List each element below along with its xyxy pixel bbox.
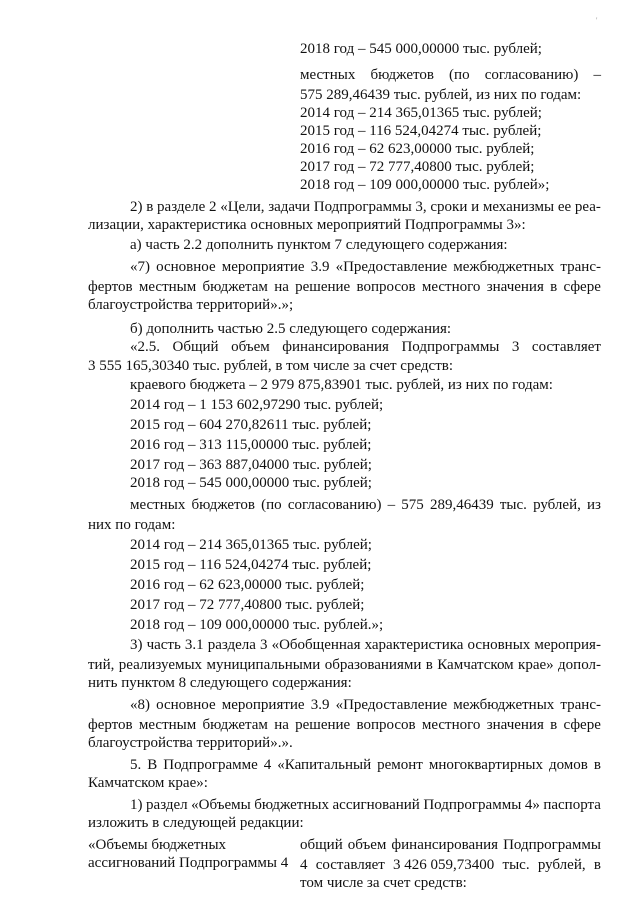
- word: бюджетных: [254, 797, 329, 813]
- word: в: [593, 857, 601, 873]
- word: ремонт: [377, 757, 423, 773]
- text-line: изложить в следующей редакции:: [88, 815, 304, 831]
- word: межбюджетных: [453, 259, 555, 275]
- word: Подпрограмме: [163, 757, 258, 773]
- word: вопросов: [356, 717, 416, 733]
- word: 1): [130, 797, 143, 813]
- text-line: том числе за счет средств:: [300, 875, 467, 891]
- word: крае»: [518, 657, 554, 673]
- word: основное: [156, 259, 216, 275]
- word: мероприятие: [221, 259, 305, 275]
- word: «8): [130, 697, 150, 713]
- word: «Обобщенная: [271, 637, 361, 653]
- word: 4»: [524, 797, 540, 813]
- word: 2: [209, 199, 217, 215]
- text-line: 2017 год – 72 777,40800 тыс. рублей;: [130, 597, 365, 613]
- word: из: [587, 497, 601, 513]
- word: «Объемы: [191, 797, 251, 813]
- word: вопросов: [356, 279, 416, 295]
- word: тыс.: [502, 857, 530, 873]
- text-line: б) дополнить частью 2.5 следующего содержания:: [130, 321, 452, 337]
- word: «Цели,: [220, 199, 265, 215]
- justified-line: [130, 338, 601, 357]
- word: сроки: [430, 199, 468, 215]
- text-line: 2018 год – 545 000,00000 тыс. рублей;: [300, 41, 542, 57]
- word: на: [274, 279, 289, 295]
- word: сфере: [563, 717, 601, 733]
- word: 3.9: [310, 697, 330, 713]
- text-line: 3 555 165,30340 тыс. рублей, в том числе за счет средств:: [88, 358, 454, 374]
- word: многоквартирных: [428, 757, 543, 773]
- word: основных: [467, 637, 531, 653]
- word: муниципальными: [206, 657, 321, 673]
- justified-line: [88, 278, 601, 297]
- word: раздела: [207, 637, 256, 653]
- text-line: 2014 год – 214 365,01365 тыс. рублей;: [300, 105, 542, 121]
- text-line: 2014 год – 214 365,01365 тыс. рублей;: [130, 537, 372, 553]
- word: 4: [300, 857, 308, 873]
- text-line: 2017 год – 72 777,40800 тыс. рублей;: [300, 159, 535, 175]
- word: ассигнований: [332, 797, 420, 813]
- text-line: 2016 год – 313 115,00000 тыс. рублей;: [130, 437, 372, 453]
- word: составляет: [315, 857, 385, 873]
- justified-line: [300, 836, 601, 855]
- word: местным: [138, 717, 197, 733]
- word: 5.: [130, 757, 142, 773]
- word: значения: [486, 717, 544, 733]
- text-line: лизации, характеристика основных мероприятий Подпрограммы 3»:: [88, 217, 526, 233]
- text-line: 2018 год – 109 000,00000 тыс. рублей»;: [300, 177, 550, 193]
- word: разделе: [157, 199, 206, 215]
- text-line: 2016 год – 62 623,00000 тыс. рублей;: [130, 577, 365, 593]
- word: финансирования: [282, 339, 389, 355]
- word: 3: [260, 637, 268, 653]
- word: объем: [347, 837, 387, 853]
- word: основное: [156, 697, 216, 713]
- word: в: [550, 279, 558, 295]
- justified-line: [130, 796, 601, 815]
- word: «2.5.: [130, 339, 160, 355]
- word: «Капитальный: [277, 757, 372, 773]
- word: в: [146, 199, 154, 215]
- text-line: 2017 год – 363 887,04000 тыс. рублей;: [130, 457, 372, 473]
- table-left-cell: «Объемы бюджетных: [88, 837, 227, 853]
- word: бюджетов: [191, 497, 255, 513]
- word: рублей,: [533, 497, 581, 513]
- word: Подпрограммы: [401, 339, 500, 355]
- word: согласованию): [484, 67, 579, 83]
- page-mark: ': [596, 16, 598, 25]
- text-line: 2015 год – 116 524,04274 тыс. рублей;: [130, 557, 372, 573]
- word: решение: [295, 279, 351, 295]
- word: задачи: [268, 199, 311, 215]
- word: 3: [511, 339, 520, 355]
- word: тыс.: [499, 497, 527, 513]
- word: Подпрограммы: [503, 837, 601, 853]
- word: Подпрограммы: [313, 199, 412, 215]
- word: –: [387, 497, 396, 513]
- word: рублей,: [537, 857, 586, 873]
- word: местным: [138, 279, 197, 295]
- word: ее: [557, 199, 572, 215]
- justified-line: [300, 66, 601, 85]
- word: бюджетов: [370, 67, 434, 83]
- word: согласованию): [287, 497, 382, 513]
- word: «Предоставление: [335, 697, 448, 713]
- word: механизмы: [482, 199, 555, 215]
- justified-line: [88, 716, 601, 735]
- word: мероприя-: [534, 637, 601, 653]
- word: решение: [295, 717, 351, 733]
- word: реализуемых: [118, 657, 203, 673]
- text-line: 2014 год – 1 153 602,97290 тыс. рублей;: [130, 397, 384, 413]
- text-line: 575 289,46439 тыс. рублей, из них по годам:: [300, 87, 582, 103]
- word: сфере: [563, 279, 601, 295]
- justified-line: [130, 496, 601, 515]
- justified-line: [130, 756, 601, 775]
- word: 3): [130, 637, 143, 653]
- word: составляет: [531, 339, 601, 355]
- word: Общий: [172, 339, 219, 355]
- word: общий: [300, 837, 343, 853]
- word: местного: [421, 279, 481, 295]
- text-line: благоустройства территорий».»;: [88, 297, 294, 313]
- justified-line: [88, 656, 601, 675]
- justified-line: [300, 856, 601, 875]
- word: 2): [130, 199, 143, 215]
- word: в: [425, 657, 433, 673]
- word: межбюджетных: [453, 697, 555, 713]
- word: местных: [130, 497, 186, 513]
- justified-line: [130, 636, 601, 655]
- word: часть: [146, 637, 181, 653]
- text-line: 2016 год – 62 623,00000 тыс. рублей;: [300, 141, 535, 157]
- text-line: них по годам:: [88, 517, 176, 533]
- word: Подпрограммы: [423, 797, 522, 813]
- word: фертов: [88, 279, 133, 295]
- text-line: 2018 год – 109 000,00000 тыс. рублей.»;: [130, 617, 384, 633]
- text-line: 2015 год – 116 524,04274 тыс. рублей;: [300, 123, 542, 139]
- word: образованиями: [324, 657, 422, 673]
- word: 4: [263, 757, 272, 773]
- text-line: нить пунктом 8 следующего содержания:: [88, 675, 352, 691]
- word: транс-: [560, 259, 601, 275]
- table-left-cell: ассигнований Подпрограммы 4: [88, 855, 289, 871]
- word: характеристика: [364, 637, 464, 653]
- word: «7): [130, 259, 150, 275]
- word: бюджетам: [202, 279, 268, 295]
- word: объем: [231, 339, 270, 355]
- word: значения: [486, 279, 544, 295]
- word: местных: [300, 67, 356, 83]
- text-line: 2015 год – 604 270,82611 тыс. рублей;: [130, 417, 372, 433]
- word: 3,: [415, 199, 427, 215]
- word: финансирования: [391, 837, 499, 853]
- word: 575: [401, 497, 424, 513]
- word: местного: [421, 717, 481, 733]
- word: В: [147, 757, 158, 773]
- word: бюджетам: [202, 717, 268, 733]
- justified-line: [130, 696, 601, 715]
- word: 3 426 059,73400: [393, 857, 495, 873]
- word: в: [593, 757, 601, 773]
- word: мероприятие: [221, 697, 305, 713]
- word: 3.1: [184, 637, 204, 653]
- justified-line: [130, 258, 601, 277]
- word: реа-: [574, 199, 601, 215]
- text-line: а) часть 2.2 дополнить пунктом 7 следующего содержания:: [130, 237, 508, 253]
- word: паспорта: [543, 797, 601, 813]
- word: Камчатском: [437, 657, 514, 673]
- word: на: [274, 717, 289, 733]
- text-line: краевого бюджета – 2 979 875,83901 тыс. рублей, из них по годам:: [130, 377, 553, 393]
- word: раздел: [146, 797, 188, 813]
- word: «Предоставление: [335, 259, 448, 275]
- word: 289,46439: [429, 497, 494, 513]
- word: в: [550, 717, 558, 733]
- word: (по: [261, 497, 282, 513]
- word: (по: [449, 67, 470, 83]
- word: допол-: [558, 657, 601, 673]
- text-line: 2018 год – 545 000,00000 тыс. рублей;: [130, 475, 372, 491]
- text-line: Камчатском крае»:: [88, 775, 208, 791]
- word: тий,: [88, 657, 115, 673]
- word: транс-: [560, 697, 601, 713]
- word: 3.9: [310, 259, 330, 275]
- word: домов: [548, 757, 588, 773]
- justified-line: [130, 198, 601, 217]
- word: –: [593, 67, 601, 83]
- word: фертов: [88, 717, 133, 733]
- text-line: благоустройства территорий».».: [88, 735, 293, 751]
- word: и: [471, 199, 480, 215]
